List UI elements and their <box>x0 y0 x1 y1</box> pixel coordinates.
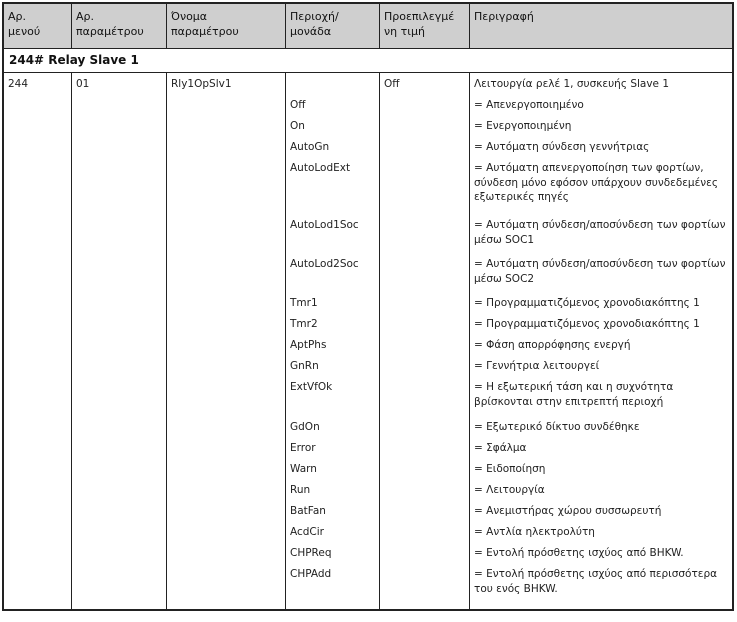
option-description: = Εξωτερικό δίκτυο συνδέθηκε <box>474 421 640 433</box>
table-header <box>4 4 732 49</box>
section-title: 244# Relay Slave 1 <box>4 49 732 73</box>
menu-number-cell: 244 <box>8 78 29 90</box>
option-description: = Η εξωτερική τάση και η συχνότητα βρίσκονται στην επιτρεπτή περιοχή <box>474 381 674 408</box>
option-description: = Ανεμιστήρας χώρου συσσωρευτή <box>474 505 662 517</box>
option-description: = Εντολή πρόσθετης ισχύος από περισσότερα του ενός BHKW. <box>474 568 718 595</box>
parameter-table <box>2 2 734 611</box>
option-value: ExtVfOk <box>290 381 333 393</box>
default-value-cell: Off <box>384 78 400 90</box>
option-value: AutoLod2Soc <box>290 258 359 270</box>
option-description: = Εντολή πρόσθετης ισχύος από BHKW. <box>474 547 684 559</box>
option-description: = Φάση απορρόφησης ενεργή <box>474 339 631 351</box>
description-cell: Λειτουργία ρελέ 1, συσκευής Slave 1 <box>474 78 670 90</box>
option-description: = Λειτουργία <box>474 484 545 496</box>
option-value: Off <box>290 99 306 111</box>
header-description: Περιγραφή <box>474 10 534 23</box>
option-value: Tmr1 <box>290 297 318 309</box>
option-value: CHPReq <box>290 547 332 559</box>
option-value: AutoLod1Soc <box>290 219 359 231</box>
option-description: = Αυτόματη απενεργοποίηση των φορτίων, σύνδεση μόνο εφόσον υπάρχουν συνδεδεμένες εξωτερικές πηγές <box>474 162 718 203</box>
option-description: = Ενεργοποιημένη <box>474 120 572 132</box>
column-menu-number <box>4 73 72 609</box>
option-description: = Προγραμματιζόμενος χρονοδιακόπτης 1 <box>474 297 700 309</box>
header-menu-number: Αρ. μενού <box>4 4 72 49</box>
option-description: = Σφάλμα <box>474 442 527 454</box>
option-value: GnRn <box>290 360 319 372</box>
column-parameter-name <box>167 73 286 609</box>
header-parameter-name: Όνομα παραμέτρου <box>167 4 286 49</box>
option-value: AcdCir <box>290 526 325 538</box>
column-parameter-number <box>72 73 167 609</box>
option-description: = Γεννήτρια λειτουργεί <box>474 360 600 372</box>
table-body <box>4 73 732 609</box>
parameter-number-cell: 01 <box>76 78 90 90</box>
option-value: AutoGn <box>290 141 330 153</box>
option-description: = Αντλία ηλεκτρολύτη <box>474 526 595 538</box>
option-value: CHPAdd <box>290 568 332 580</box>
option-description: = Αυτόματη σύνδεση/αποσύνδεση των φορτίων μέσω SOC1 <box>474 219 726 246</box>
option-value: AutoLodExt <box>290 162 351 174</box>
option-value: AptPhs <box>290 339 327 351</box>
header-parameter-number: Αρ. παραμέτρου <box>72 4 167 49</box>
option-value: GdOn <box>290 421 320 433</box>
option-value: BatFan <box>290 505 326 517</box>
header-default-value: Προεπιλεγμέ νη τιμή <box>380 4 470 49</box>
option-description: = Αυτόματη σύνδεση γεννήτριας <box>474 141 650 153</box>
option-value: Run <box>290 484 311 496</box>
option-description: = Ειδοποίηση <box>474 463 546 475</box>
option-description: = Απενεργοποιημένο <box>474 99 584 111</box>
column-default-value <box>380 73 470 609</box>
option-value: On <box>290 120 305 132</box>
option-description: = Αυτόματη σύνδεση/αποσύνδεση των φορτίων μέσω SOC2 <box>474 258 726 285</box>
option-description: = Προγραμματιζόμενος χρονοδιακόπτης 1 <box>474 318 700 330</box>
option-value: Tmr2 <box>290 318 318 330</box>
option-value: Error <box>290 442 316 454</box>
parameter-name-cell: Rly1OpSlv1 <box>171 78 232 90</box>
option-value: Warn <box>290 463 317 475</box>
header-range-unit: Περιοχή/ μονάδα <box>286 4 380 49</box>
